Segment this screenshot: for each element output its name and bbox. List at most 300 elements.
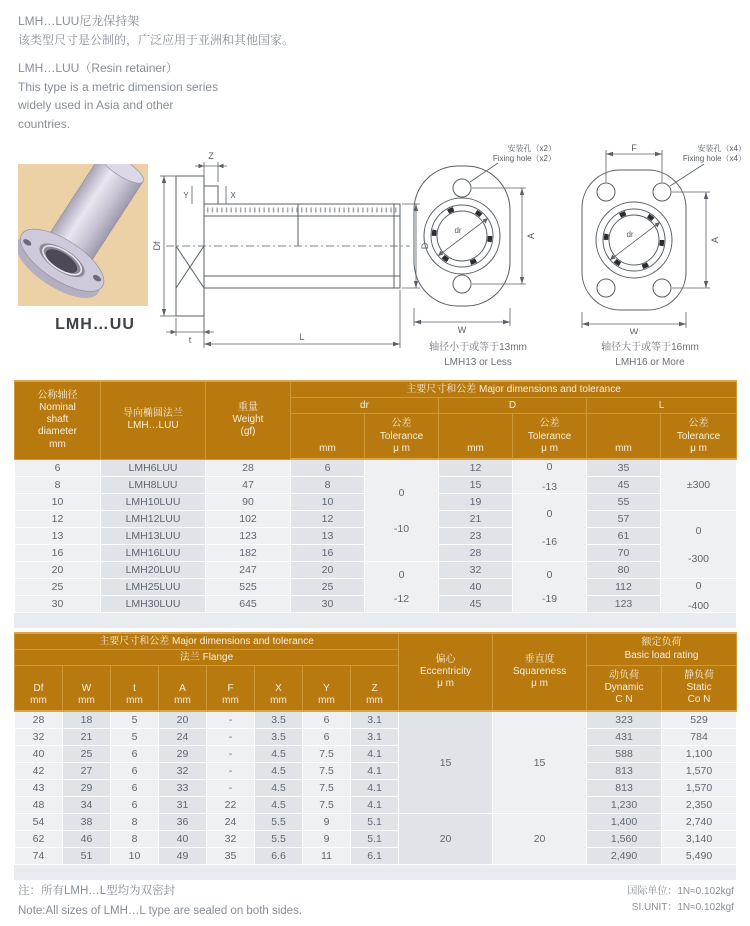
- table-cell: 21: [63, 729, 111, 746]
- table-cell: [493, 814, 587, 865]
- table-cell: 27: [63, 763, 111, 780]
- table-cell: -: [207, 780, 255, 797]
- th-w: [63, 666, 111, 712]
- th-group-dr: dr: [291, 398, 439, 414]
- table-cell: 1,100: [662, 746, 737, 763]
- end-view-left-outline: [414, 163, 510, 306]
- th-line: mm: [366, 694, 383, 706]
- cell-lines: [661, 461, 736, 509]
- cell-line: 0: [546, 507, 553, 520]
- table-cell: 40: [439, 579, 513, 596]
- table-cell: LMH12LUU: [101, 511, 206, 528]
- table-cell: 6: [15, 459, 101, 477]
- table-cell: 54: [15, 814, 63, 831]
- product-photo: [18, 164, 148, 306]
- table-cell: 12: [291, 511, 365, 528]
- table-cell: 4.1: [351, 746, 399, 763]
- table-cell: 20: [291, 562, 365, 579]
- table-cell: 6: [111, 797, 159, 814]
- cell-lines: [493, 713, 586, 812]
- table-cell: 24: [207, 814, 255, 831]
- cell-line: -400: [687, 599, 709, 612]
- th-line: Z: [371, 682, 378, 694]
- cell-line: 20: [533, 833, 546, 845]
- end-view-left-drawing: [398, 142, 558, 334]
- table-cell: 61: [587, 528, 661, 545]
- table-cell: 36: [159, 814, 207, 831]
- th-line: 偏心: [435, 653, 456, 665]
- cell-line: -10: [393, 522, 410, 535]
- th-dr-tolerance: [365, 414, 439, 460]
- table-cell: 1,400: [587, 814, 662, 831]
- cell-line: 15: [533, 756, 546, 769]
- dim-label-w: W: [629, 327, 639, 334]
- table-cell: 5: [111, 729, 159, 746]
- table-cell: 51: [63, 848, 111, 865]
- table-cell: 90: [206, 494, 291, 511]
- table-cell: LMH20LUU: [101, 562, 206, 579]
- dimension-arrows: [162, 164, 418, 346]
- th-nominal-shaft-diameter: [15, 381, 101, 459]
- table-cell: 4.5: [255, 763, 303, 780]
- th-line: Tolerance: [527, 430, 572, 442]
- th-line: Basic load rating: [624, 649, 699, 661]
- cell-line: ±300: [686, 479, 711, 491]
- cell-line: 0: [546, 460, 553, 473]
- fixing-hole-label-zh: 安装孔（x2）: [507, 144, 556, 153]
- table-cell: 4.5: [255, 797, 303, 814]
- th-line: 静负荷: [684, 669, 715, 681]
- th-line: 重量: [238, 401, 258, 413]
- th-line: Eccentricity: [419, 665, 472, 677]
- table-cell: 6: [111, 746, 159, 763]
- table-cell: 323: [587, 711, 662, 729]
- cell-lines: [513, 495, 586, 560]
- table-cell: 8: [291, 477, 365, 494]
- table-cell: 12: [15, 511, 101, 528]
- table-cell: 813: [587, 780, 662, 797]
- note-zh: 注：所有LMH…L型均为双密封: [18, 885, 176, 897]
- table-cell: 3,140: [662, 831, 737, 848]
- dim-label-x: X: [230, 191, 236, 200]
- intro-title-zh: LMH…LUU尼龙保持架: [18, 14, 140, 28]
- dim-label-t: t: [188, 335, 192, 345]
- cell-line: -13: [541, 480, 558, 493]
- cell-lines: [661, 580, 736, 611]
- cell-line: -12: [393, 593, 410, 605]
- th-group-l: L: [587, 398, 737, 414]
- table-cell: 34: [63, 797, 111, 814]
- table-cell: 2,740: [662, 814, 737, 831]
- dim-label-df: Df: [152, 241, 162, 251]
- table-cell: 1,570: [662, 780, 737, 797]
- end-view-left: [398, 142, 558, 370]
- th-line: mm: [318, 694, 335, 706]
- table-cell: 25: [291, 579, 365, 596]
- table-cell: 7.5: [303, 780, 351, 797]
- ball-grooves: [606, 212, 662, 268]
- table-row: [15, 797, 737, 814]
- th-line: 垂直度: [524, 653, 555, 665]
- table-cell: 16: [15, 545, 101, 562]
- th-weight: [206, 381, 291, 459]
- table-cell: 6: [303, 729, 351, 746]
- dim-label-a: A: [710, 236, 720, 244]
- fixing-hole-label-en: Fixing hole（x4）: [682, 154, 746, 163]
- th-z: [351, 666, 399, 712]
- footer-note: [18, 882, 302, 921]
- table-cell: 19: [439, 494, 513, 511]
- th-eccentricity: [399, 633, 493, 711]
- dim-label-w: W: [457, 325, 467, 334]
- table2-bottom-band: [14, 865, 736, 880]
- table-cell: 20: [15, 562, 101, 579]
- th-basic-load-rating: [587, 633, 737, 666]
- th-a: [159, 666, 207, 712]
- table-cell: 31: [159, 797, 207, 814]
- th-line: Weight: [232, 414, 264, 426]
- table-cell: 42: [15, 763, 63, 780]
- th-x: [255, 666, 303, 712]
- table-cell: 62: [15, 831, 63, 848]
- table-cell: 123: [587, 596, 661, 613]
- table-cell: [661, 459, 737, 511]
- table-cell: LMH8LUU: [101, 477, 206, 494]
- table-cell: 48: [15, 797, 63, 814]
- table-cell: 46: [63, 831, 111, 848]
- cell-lines: [365, 461, 438, 560]
- table-cell: 8: [111, 814, 159, 831]
- unit-note: [627, 884, 734, 916]
- table-cell: 35: [207, 848, 255, 865]
- cell-line: -300: [687, 552, 709, 565]
- table-cell: [365, 459, 439, 562]
- table-cell: 5,490: [662, 848, 737, 865]
- intro-desc-line: countries.: [18, 116, 71, 131]
- table-cell: 6: [111, 780, 159, 797]
- table-cell: 74: [15, 848, 63, 865]
- table-row: [15, 763, 737, 780]
- table-cell: 6: [111, 763, 159, 780]
- table-cell: 45: [587, 477, 661, 494]
- table-cell: 5: [111, 711, 159, 729]
- table1-bottom-band: [14, 613, 736, 628]
- table-cell: LMH30LUU: [101, 596, 206, 613]
- th-line: (gf): [240, 426, 256, 438]
- table-cell: -: [207, 729, 255, 746]
- th-line: mm: [126, 694, 143, 706]
- caption-zh: 轴径大于或等于16mm: [601, 342, 699, 353]
- end-view-left-caption: [398, 340, 558, 370]
- th-line: t: [133, 682, 136, 694]
- table-cell: 28: [15, 711, 63, 729]
- th-line: 公称轴径: [37, 389, 78, 401]
- th-d-tolerance: [513, 414, 587, 460]
- th-model: [101, 381, 206, 459]
- table-cell: 13: [15, 528, 101, 545]
- table-cell: 1,560: [587, 831, 662, 848]
- th-line: mm: [30, 694, 47, 706]
- table-cell: 25: [15, 579, 101, 596]
- intro-title-en: LMH…LUU（Resin retainer）: [18, 61, 179, 76]
- table2-body: [15, 711, 737, 865]
- caption-en: LMH16 or More: [615, 357, 685, 368]
- th-line: Dynamic: [604, 681, 644, 693]
- table-cell: LMH16LUU: [101, 545, 206, 562]
- dim-label-a: A: [526, 232, 536, 240]
- table-cell: [661, 579, 737, 613]
- th-line: Df: [33, 682, 44, 694]
- cell-line: 0: [398, 569, 405, 581]
- cell-line: 15: [439, 756, 452, 769]
- th-line: μ m: [690, 442, 707, 454]
- table-cell: 18: [63, 711, 111, 729]
- table-row: [15, 711, 737, 729]
- th-line: μ m: [541, 442, 558, 454]
- table-cell: 5.5: [255, 814, 303, 831]
- table-cell: 13: [291, 528, 365, 545]
- th-line: 导向椭圆法兰: [123, 408, 183, 420]
- table-cell: 24: [159, 729, 207, 746]
- end-view-right-drawing: [552, 142, 748, 334]
- th-line: mm: [49, 438, 66, 450]
- table-cell: 38: [63, 814, 111, 831]
- table-cell: -: [207, 746, 255, 763]
- table-row: [15, 814, 737, 831]
- table-cell: 70: [587, 545, 661, 562]
- th-df: [15, 666, 63, 712]
- table-cell: 32: [159, 763, 207, 780]
- table-cell: 12: [439, 459, 513, 477]
- th-l-mm: mm: [587, 414, 661, 460]
- table-cell: 10: [291, 494, 365, 511]
- figure-area: [0, 140, 750, 378]
- table-cell: 28: [206, 459, 291, 477]
- th-line: Tolerance: [379, 430, 424, 442]
- table-cell: 25: [63, 746, 111, 763]
- table-row: [15, 562, 737, 579]
- table-cell: 247: [206, 562, 291, 579]
- ball-grooves: [434, 208, 490, 264]
- table-cell: [493, 711, 587, 814]
- th-line: W: [81, 682, 92, 694]
- table1-wrapper: [14, 380, 736, 628]
- table-cell: 32: [439, 562, 513, 579]
- end-view-right-dims: [582, 150, 710, 328]
- table-cell: 784: [662, 729, 737, 746]
- flange-dimensions-table: [14, 632, 737, 865]
- th-line: Co N: [687, 694, 711, 706]
- table-cell: 20: [159, 711, 207, 729]
- table-cell: 4.1: [351, 780, 399, 797]
- th-major-dimensions: 主要尺寸和公差 Major dimensions and tolerance: [291, 381, 737, 398]
- th-line: mm: [78, 694, 95, 706]
- table-cell: 7.5: [303, 746, 351, 763]
- dim-label-dr: dr: [454, 226, 462, 235]
- intro-subtitle-zh: 该类型尺寸是公制的，广泛应用于亚洲和其他国家。: [18, 32, 295, 47]
- major-dimensions-table: [14, 380, 737, 613]
- table-cell: 3.5: [255, 729, 303, 746]
- table-cell: 40: [15, 746, 63, 763]
- th-l-tolerance: [661, 414, 737, 460]
- table-cell: 5.1: [351, 814, 399, 831]
- th-line: 公差: [688, 418, 709, 430]
- th-line: Y: [323, 682, 330, 694]
- table-cell: 29: [159, 746, 207, 763]
- table-cell: 23: [439, 528, 513, 545]
- intro-block: [18, 12, 294, 134]
- table-cell: 47: [206, 477, 291, 494]
- table-cell: 11: [303, 848, 351, 865]
- table-cell: 32: [15, 729, 63, 746]
- dim-label-l: L: [299, 332, 305, 342]
- table-cell: 6.6: [255, 848, 303, 865]
- table-cell: 8: [111, 831, 159, 848]
- dim-label-z: Z: [208, 151, 214, 161]
- table-cell: 2,490: [587, 848, 662, 865]
- table-cell: 4.1: [351, 797, 399, 814]
- th-squareness: [493, 633, 587, 711]
- table-cell: 40: [159, 831, 207, 848]
- photo-caption: LMH…UU: [55, 316, 135, 333]
- table-cell: -: [207, 763, 255, 780]
- th-line: mm: [174, 694, 191, 706]
- dimension-lines: [160, 162, 420, 348]
- table-cell: 8: [15, 477, 101, 494]
- table-cell: 431: [587, 729, 662, 746]
- table-cell: 22: [207, 797, 255, 814]
- table-cell: 3.1: [351, 711, 399, 729]
- table-cell: 6: [303, 711, 351, 729]
- table-cell: 1,230: [587, 797, 662, 814]
- cell-lines: [513, 461, 586, 492]
- table-cell: 102: [206, 511, 291, 528]
- table2-wrapper: [14, 632, 736, 880]
- th-line: mm: [270, 694, 287, 706]
- table-cell: [399, 814, 493, 865]
- th-dynamic-load: [587, 666, 662, 712]
- end-view-right: [552, 142, 748, 370]
- table-cell: 6.1: [351, 848, 399, 865]
- table-cell: 588: [587, 746, 662, 763]
- end-view-right-arrows: [582, 152, 708, 326]
- table-cell: 529: [662, 711, 737, 729]
- cell-lines: [365, 563, 438, 611]
- cell-line: 20: [439, 833, 452, 845]
- table-cell: 645: [206, 596, 291, 613]
- table-cell: LMH6LUU: [101, 459, 206, 477]
- table-cell: 49: [159, 848, 207, 865]
- table-cell: LMH13LUU: [101, 528, 206, 545]
- cell-line: 0: [546, 569, 553, 581]
- th-d-mm: mm: [439, 414, 513, 460]
- table-cell: -: [207, 711, 255, 729]
- table-cell: 4.5: [255, 780, 303, 797]
- table-cell: 21: [439, 511, 513, 528]
- table-cell: [661, 511, 737, 579]
- table-cell: [399, 711, 493, 814]
- caption-en: LMH13 or Less: [444, 357, 512, 368]
- table-cell: 30: [291, 596, 365, 613]
- th-line: F: [227, 682, 234, 694]
- table-cell: 35: [587, 459, 661, 477]
- table-cell: 182: [206, 545, 291, 562]
- end-view-right-caption: [552, 340, 748, 370]
- th-line: 公差: [539, 418, 560, 430]
- table-cell: 3.1: [351, 729, 399, 746]
- cell-line: 0: [695, 524, 702, 537]
- table-cell: LMH25LUU: [101, 579, 206, 596]
- table-cell: 10: [15, 494, 101, 511]
- cell-lines: [493, 815, 586, 863]
- table-cell: 123: [206, 528, 291, 545]
- table-cell: 7.5: [303, 797, 351, 814]
- table-cell: 7.5: [303, 763, 351, 780]
- table-cell: LMH10LUU: [101, 494, 206, 511]
- th-line: μ m: [437, 678, 454, 690]
- th-major-dimensions: 主要尺寸和公差 Major dimensions and tolerance: [15, 633, 399, 650]
- table-cell: 55: [587, 494, 661, 511]
- table-cell: 30: [15, 596, 101, 613]
- table-row: [15, 848, 737, 865]
- th-line: μ m: [531, 678, 548, 690]
- dim-label-y: Y: [183, 191, 189, 200]
- th-line: μ m: [393, 442, 410, 454]
- table-cell: 9: [303, 814, 351, 831]
- table-row: [15, 746, 737, 763]
- table-cell: 2,350: [662, 797, 737, 814]
- table-cell: 32: [207, 831, 255, 848]
- table-cell: 813: [587, 763, 662, 780]
- th-line: X: [275, 682, 282, 694]
- th-static-load: [662, 666, 737, 712]
- table-cell: 16: [291, 545, 365, 562]
- dim-label-d: D: [420, 242, 430, 250]
- th-line: LMH…LUU: [127, 420, 179, 432]
- table-cell: [513, 562, 587, 613]
- unit-en: SI.UNIT：1N≈0.102kgf: [631, 902, 734, 913]
- th-line: A: [179, 682, 186, 694]
- fixing-hole-label-en: Fixing hole（x2）: [492, 154, 556, 163]
- unit-zh: 国际单位：1N≈0.102kgf: [627, 886, 734, 897]
- table1-body: [15, 459, 737, 613]
- table-cell: 57: [587, 511, 661, 528]
- table-cell: 6: [291, 459, 365, 477]
- table-row: [15, 729, 737, 746]
- th-line: 额定负荷: [641, 637, 682, 649]
- table-cell: 1,570: [662, 763, 737, 780]
- th-t: [111, 666, 159, 712]
- th-dr-mm: mm: [291, 414, 365, 460]
- th-line: C N: [615, 694, 633, 706]
- table-cell: 28: [439, 545, 513, 562]
- th-line: 动负荷: [609, 669, 640, 681]
- table-cell: 4.1: [351, 763, 399, 780]
- table-cell: 43: [15, 780, 63, 797]
- table-cell: 4.5: [255, 746, 303, 763]
- intro-desc-line: widely used in Asia and other: [18, 98, 174, 113]
- end-view-left-arrows: [414, 188, 524, 324]
- table-cell: 80: [587, 562, 661, 579]
- table-cell: 15: [439, 477, 513, 494]
- table-cell: 5.1: [351, 831, 399, 848]
- th-line: Tolerance: [676, 430, 721, 442]
- table-cell: 525: [206, 579, 291, 596]
- table-cell: 3.5: [255, 711, 303, 729]
- table-cell: 5.5: [255, 831, 303, 848]
- th-line: Nominal: [39, 401, 76, 413]
- cell-lines: [513, 563, 586, 611]
